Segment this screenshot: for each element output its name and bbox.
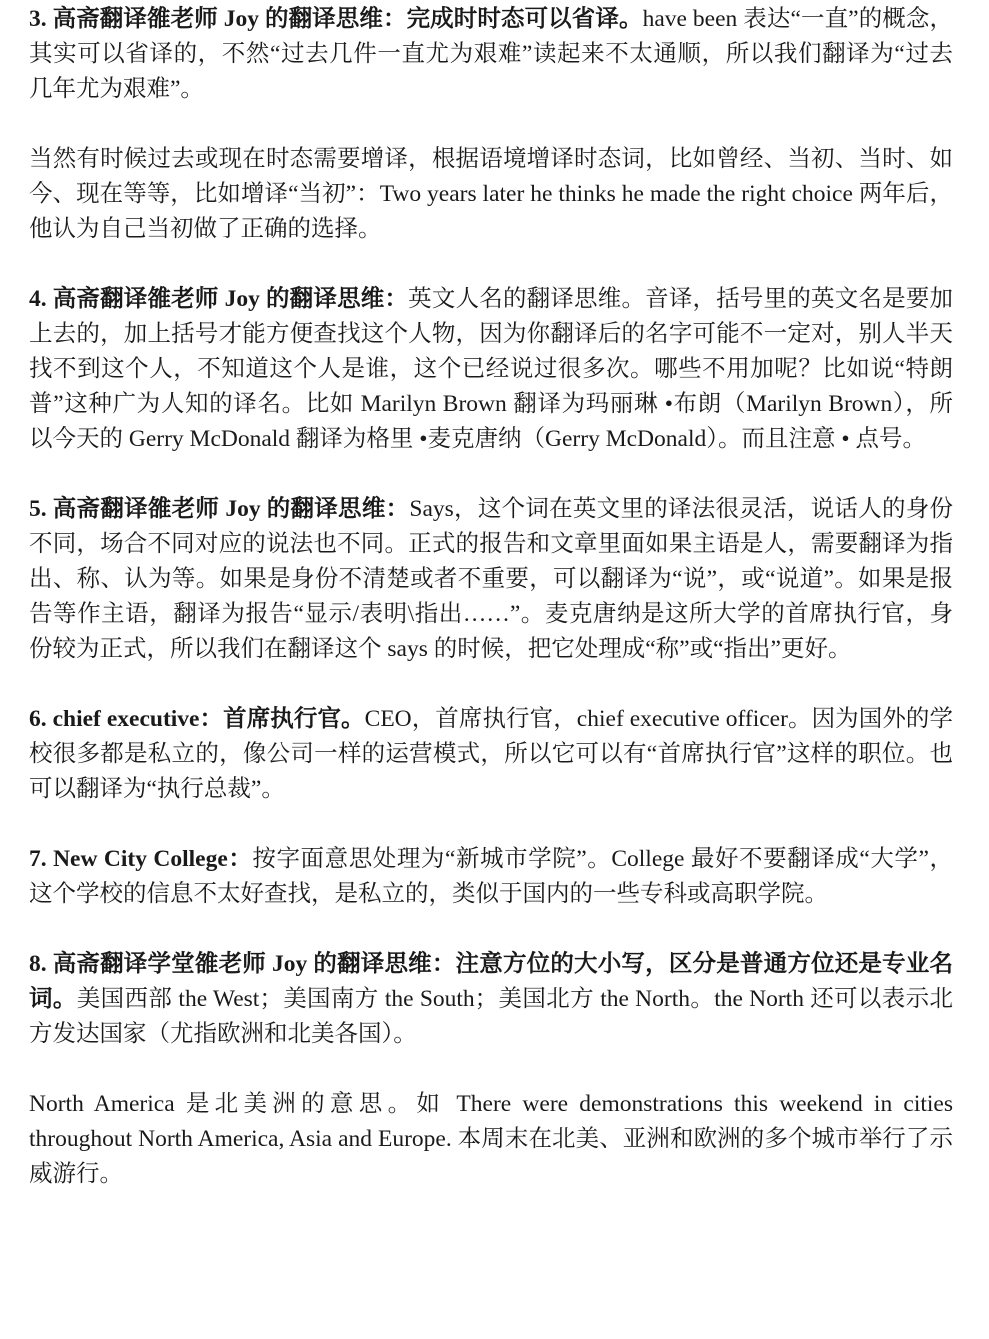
paragraph-7 — [29, 842, 953, 912]
paragraph-4-body: 英文人名的翻译思维。音译，括号里的英文名是要加上去的，加上括号才能方便查找这个人物，因为你翻译后的名字可能不一定对，别人半天找不到这个人，不知道这个人是谁，这个已经说过很多次。哪些不用加呢？比如说“特朗普”这种广为人知的译名。比如 Marilyn Brown 翻译为玛丽琳 •布朗（Marilyn Brown），所以今天的 Gerry McDonald 翻译为格里 •麦克唐纳（Gerry McDonald）。而且注意 • 点号。 — [29, 286, 954, 452]
paragraph-6-body: CEO，首席执行官，chief executive officer。因为国外的学校很多都是私立的，像公司一样的运营模式，所以它可以有“首席执行官”这样的职位。也可以翻译为“执行总裁”。 — [29, 706, 953, 802]
paragraph-8-continued-body: North America 是北美洲的意思。如 There were demonstrations this weekend in cities throughout North America, Asia and Europe. 本周末在北美、亚洲和欧洲的多个城市举行了示威游行。 — [29, 1091, 953, 1187]
paragraph-5-body: Says，这个词在英文里的译法很灵活，说话人的身份不同，场合不同对应的说法也不同。正式的报告和文章里面如果主语是人，需要翻译为指出、称、认为等。如果是身份不清楚或者不重要，可以翻译为“说”，或“说道”。如果是报告等作主语，翻译为报告“显示/表明\指出……”。麦克唐纳是这所大学的首席执行官，身份较为正式，所以我们在翻译这个 says 的时候，把它处理成“称”或“指出”更好。 — [29, 496, 953, 662]
paragraph-3-heading: 3. 高斋翻译雒老师 Joy 的翻译思维：完成时时态可以省译。 — [29, 6, 643, 32]
paragraph-8-continued — [29, 1087, 953, 1192]
paragraph-3 — [29, 2, 953, 107]
paragraph-3-body: have been 表达“一直”的概念，其实可以省译的，不然“过去几件一直尤为艰难”读起来不太通顺，所以我们翻译为“过去几年尤为艰难”。 — [29, 6, 953, 102]
paragraph-3-continued — [29, 142, 953, 247]
paragraph-8 — [29, 947, 953, 1052]
paragraph-5-heading: 5. 高斋翻译雒老师 Joy 的翻译思维： — [29, 496, 410, 522]
paragraph-8-body: 美国西部 the West；美国南方 the South；美国北方 the North。the North 还可以表示北方发达国家（尤指欧洲和北美各国）。 — [29, 986, 954, 1047]
paragraph-5 — [29, 492, 953, 667]
paragraph-6-heading: 6. chief executive：首席执行官。 — [29, 706, 365, 732]
paragraph-4-heading: 4. 高斋翻译雒老师 Joy 的翻译思维： — [29, 286, 409, 312]
paragraph-7-body: 按字面意思处理为“新城市学院”。College 最好不要翻译成“大学”，这个学校的信息不太好查找，是私立的，类似于国内的一些专科或高职学院。 — [29, 846, 953, 907]
paragraph-8-heading: 8. 高斋翻译学堂雒老师 Joy 的翻译思维：注意方位的大小写，区分是普通方位还是专业名词。 — [29, 951, 953, 1012]
paragraph-6 — [29, 702, 953, 807]
paragraph-4 — [29, 282, 953, 457]
paragraph-3-continued-body: 当然有时候过去或现在时态需要增译，根据语境增译时态词，比如曾经、当初、当时、如今、现在等等，比如增译“当初”：Two years later he thinks he made the right choice 两年后，他认为自己当初做了正确的选择。 — [29, 146, 953, 242]
paragraph-7-heading: 7. New City College： — [29, 846, 253, 872]
